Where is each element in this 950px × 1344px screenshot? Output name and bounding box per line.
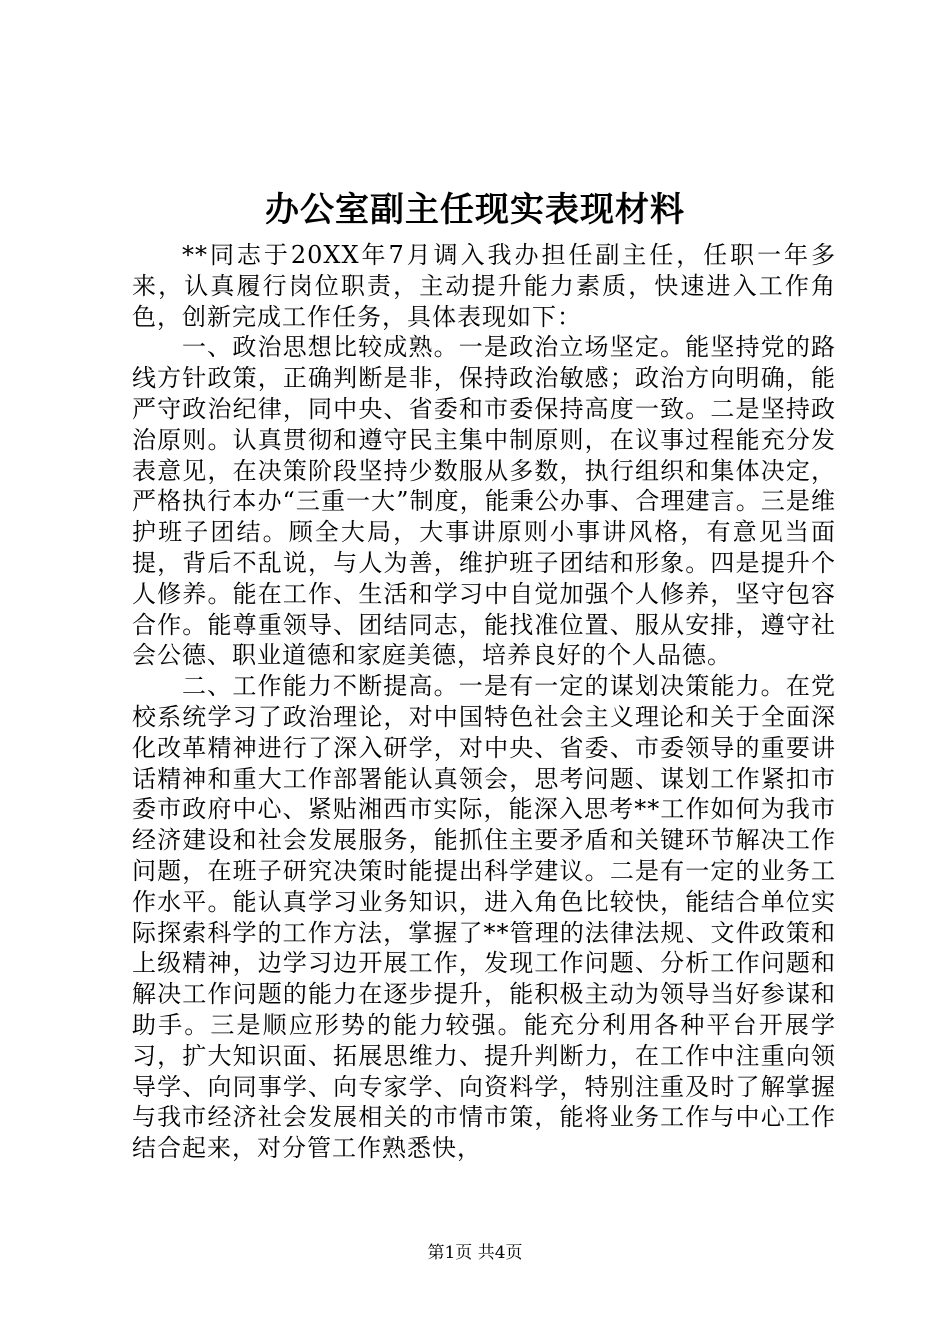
document-body — [132, 240, 836, 1164]
paragraph-ability: 二、工作能力不断提高。一是有一定的谋划决策能力。在党校系统学习了政治理论，对中国特色社会主义理论和关于全面深化改革精神进行了深入研学，对中央、省委、市委领导的重要讲话精神和重大工作部署能认真领会，思考问题、谋划工作紧扣市委市政府中心、紧贴湘西市实际，能深入思考**工作如何为我市经济建设和社会发展服务，能抓住主要矛盾和关键环节解决工作问题，在班子研究决策时能提出科学建议。二是有一定的业务工作水平。能认真学习业务知识，进入角色比较快，能结合单位实际探索科学的工作方法，掌握了**管理的法律法规、文件政策和上级精神，边学习边开展工作，发现工作问题、分析工作问题和解决工作问题的能力在逐步提升，能积极主动为领导当好参谋和助手。三是顺应形势的能力较强。能充分利用各种平台开展学习，扩大知识面、拓展思维力、提升判断力，在工作中注重向领导学、向同事学、向专家学、向资料学，特别注重及时了解掌握与我市经济社会发展相关的市情市策，能将业务工作与中心工作结合起来，对分管工作熟悉快， — [132, 672, 836, 1163]
document-title: 办公室副主任现实表现材料 — [265, 190, 685, 230]
paragraph-intro: **同志于20XX年7月调入我办担任副主任，任职一年多来，认真履行岗位职责，主动提升能力素质，快速进入工作角色，创新完成工作任务，具体表现如下： — [132, 241, 836, 331]
page-number-footer: 第1页 共4页 — [427, 1243, 523, 1263]
paragraph-political: 一、政治思想比较成熟。一是政治立场坚定。能坚持党的路线方针政策，正确判断是非，保持政治敏感；政治方向明确，能严守政治纪律，同中央、省委和市委保持高度一致。二是坚持政治原则。认真贯彻和遵守民主集中制原则，在议事过程能充分发表意见，在决策阶段坚持少数服从多数，执行组织和集体决定，严格执行本办“三重一大”制度，能秉公办事、合理建言。三是维护班子团结。顾全大局，大事讲原则小事讲风格，有意见当面提，背后不乱说，与人为善，维护班子团结和形象。四是提升个人修养。能在工作、生活和学习中自觉加强个人修养，坚守包容合作。能尊重领导、团结同志，能找准位置、服从安排，遵守社会公德、职业道德和家庭美德，培养良好的个人品德。 — [132, 333, 836, 670]
